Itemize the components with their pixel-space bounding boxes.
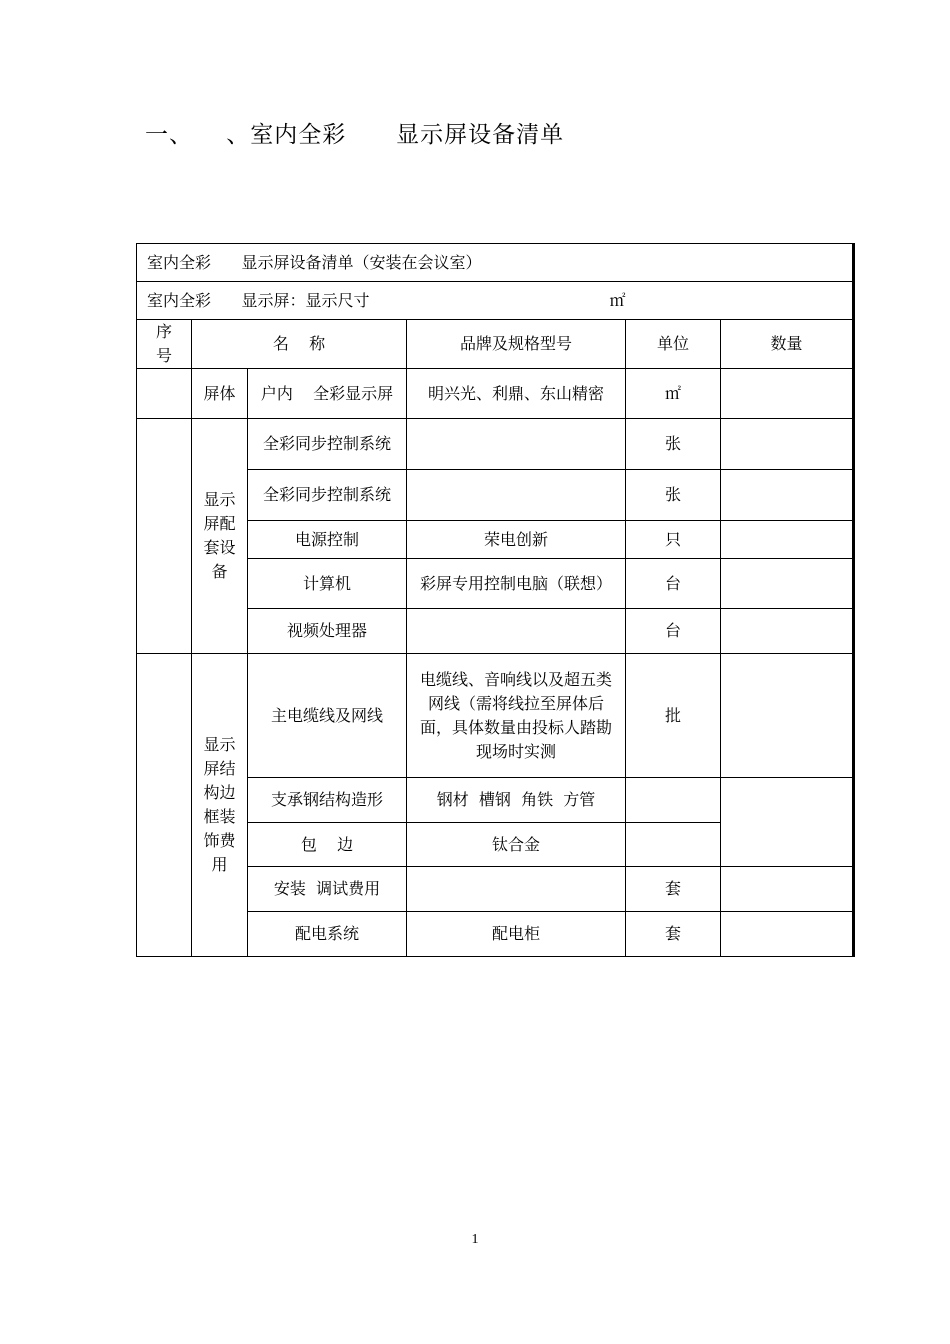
item-unit: 只: [626, 521, 721, 559]
item-unit: 台: [626, 559, 721, 609]
item-unit: ㎡: [626, 369, 721, 419]
item-brand: 钢材 槽钢 角铁 方管: [407, 778, 626, 823]
item-brand: 钛合金: [407, 823, 626, 867]
item-brand: [407, 609, 626, 654]
item-brand: 彩屏专用控制电脑（联想）: [407, 559, 626, 609]
item-name: 包 边: [248, 823, 407, 867]
item-name: 全彩同步控制系统: [248, 419, 407, 470]
item-brand: 明兴光、利鼎、东山精密: [407, 369, 626, 419]
item-unit: 台: [626, 609, 721, 654]
spec-unit: ㎡: [609, 290, 626, 310]
item-name: 主电缆线及网线: [248, 654, 407, 778]
header-unit: 单位: [626, 320, 721, 369]
header-row: [137, 320, 853, 369]
item-qty: [721, 867, 853, 912]
header-name: 名 称: [192, 320, 407, 369]
item-name: 户内 全彩显示屏: [248, 369, 407, 419]
header-qty: 数量: [721, 320, 853, 369]
item-unit: 套: [626, 867, 721, 912]
item-brand: 电缆线、音响线以及超五类网线（需将线拉至屏体后面，具体数量由投标人踏勘现场时实测: [407, 654, 626, 778]
seq-cell: [137, 654, 192, 957]
item-unit: [626, 778, 721, 823]
item-unit: 套: [626, 912, 721, 957]
item-name: 全彩同步控制系统: [248, 470, 407, 521]
item-name: 视频处理器: [248, 609, 407, 654]
item-name: 安装 调试费用: [248, 867, 407, 912]
spec-label: 室内全彩 显示屏：显示尺寸: [147, 290, 370, 310]
spec-cell: [137, 282, 853, 320]
item-qty: [721, 912, 853, 957]
item-qty: [721, 369, 853, 419]
item-name: 计算机: [248, 559, 407, 609]
seq-cell: [137, 419, 192, 654]
item-unit: [626, 823, 721, 867]
item-qty: [721, 559, 853, 609]
category-cell: 显示屏配套设备: [192, 419, 248, 654]
item-unit: 张: [626, 419, 721, 470]
item-qty: [721, 521, 853, 559]
equipment-table-wrapper: [136, 243, 852, 957]
item-brand: [407, 419, 626, 470]
item-qty: [721, 419, 853, 470]
item-unit: 批: [626, 654, 721, 778]
table-caption: 室内全彩 显示屏设备清单（安装在会议室）: [137, 244, 853, 282]
item-unit: 张: [626, 470, 721, 521]
table-caption-row: [137, 244, 853, 282]
item-brand: [407, 867, 626, 912]
table-row: [137, 369, 853, 419]
spec-row: [137, 282, 853, 320]
table-row: [137, 654, 853, 778]
item-brand: 荣电创新: [407, 521, 626, 559]
item-name: 支承钢结构造形: [248, 778, 407, 823]
seq-cell: [137, 369, 192, 419]
category-cell: 屏体: [192, 369, 248, 419]
item-qty: [721, 654, 853, 778]
item-qty: [721, 470, 853, 521]
item-name: 电源控制: [248, 521, 407, 559]
item-brand: 配电柜: [407, 912, 626, 957]
equipment-table: [136, 243, 853, 957]
category-cell: 显示屏结构边框装饰费用: [192, 654, 248, 957]
item-name: 配电系统: [248, 912, 407, 957]
table-row: [137, 419, 853, 470]
item-brand: [407, 470, 626, 521]
item-qty: [721, 778, 853, 867]
item-qty: [721, 609, 853, 654]
header-brand: 品牌及规格型号: [407, 320, 626, 369]
page-heading: 一、 、室内全彩 显示屏设备清单: [145, 122, 565, 148]
header-seq: 序号: [137, 320, 192, 369]
page-number: 1: [471, 1232, 479, 1247]
